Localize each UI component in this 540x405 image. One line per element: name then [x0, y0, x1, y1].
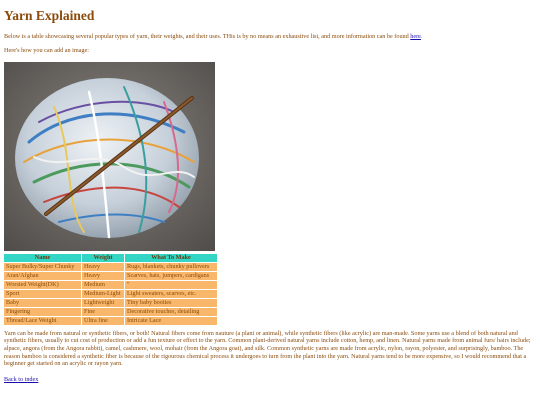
- cell-name: Thread/Lace Weight: [4, 317, 81, 325]
- cell-name: Sport: [4, 290, 81, 298]
- fibers-paragraph: Yarn can be made from natural or synthetic fibers, or both! Natural fibers come from nauture (a plant or animal), while synthetic fibers (like acrylic) are man-made. Some yarns use a blend of both natural and synthetic fibers, usually to cut cost of production or add a fun texture or effect to the yarn. Common plant-derived natural yarns include cotton, hemp, and linen. Natural yarns made from animal furs/ hairs include; alpace, angora (from the Angora rabbit), camel, cashmere, wool, mohair (from the Angora goat), and silk. Common synthetic yarns are made from acrylic, nylon, rayon, polyester, and surprisingly, bamboo. The reason bamboo is considered a synthetic fiber is because of the rigourous chemical process it undergoes to turn from the plant into the yarn. Natural yarns tend to be more expensive, so I would recommend that a beginner get started on an acrylic or rayon yarn.: [4, 329, 531, 368]
- header-what-to-make: What To Make: [125, 254, 217, 262]
- cell-weight: Medium: [82, 281, 124, 289]
- cell-use: Light sweaters, scarves, etc.: [125, 290, 217, 298]
- intro-paragraph: [4, 33, 536, 40]
- cell-use: Rugs, blankets, chunky pullovers: [125, 263, 217, 271]
- intro-end: .: [420, 33, 423, 40]
- cell-weight: Fine: [82, 308, 124, 316]
- cell-weight: Ultra fine: [82, 317, 124, 325]
- table-row: [4, 272, 217, 280]
- back-to-index-link[interactable]: Back to index: [4, 375, 39, 383]
- cell-weight: Heavy: [82, 272, 124, 280]
- cell-use: Intricate Lace: [125, 317, 217, 325]
- header-name: Name: [4, 254, 81, 262]
- cell-weight: Heavy: [82, 263, 124, 271]
- howto-text: Here's how you can add an image:: [4, 47, 89, 55]
- back-paragraph: [4, 376, 536, 383]
- cell-use: Scarves, hats, jumpers, cardigans: [125, 272, 217, 280]
- yarn-table: [3, 253, 218, 326]
- cell-weight: Medium-Light: [82, 290, 124, 298]
- cell-use: Decorative touches, detailing: [125, 308, 217, 316]
- page: [4, 8, 536, 383]
- table-row: [4, 317, 217, 325]
- table-header-row: [4, 254, 217, 262]
- cell-weight: Lightweight: [82, 299, 124, 307]
- cell-use: ": [125, 281, 217, 289]
- header-weight: Weight: [82, 254, 124, 262]
- here-link[interactable]: here: [410, 33, 421, 40]
- cell-use: Tiny baby booties: [125, 299, 217, 307]
- table-row: [4, 290, 217, 298]
- table-row: [4, 263, 217, 271]
- cell-name: Aran/Afghan: [4, 272, 81, 280]
- cell-name: Worsted Weight(DK): [4, 281, 81, 289]
- page-title: Yarn Explained: [4, 8, 95, 23]
- cell-name: Baby: [4, 299, 81, 307]
- table-row: [4, 308, 217, 316]
- table-row: [4, 299, 217, 307]
- yarn-photo: [4, 62, 215, 251]
- cell-name: Super Bulky/Super Chunky: [4, 263, 81, 271]
- table-row: [4, 281, 217, 289]
- intro-text: Below is a table showcasing several popular types of yarn, their weights, and their uses. THis is by no means an exhaustive list, and more information can be found: [4, 33, 411, 40]
- cell-name: Fingering: [4, 308, 81, 316]
